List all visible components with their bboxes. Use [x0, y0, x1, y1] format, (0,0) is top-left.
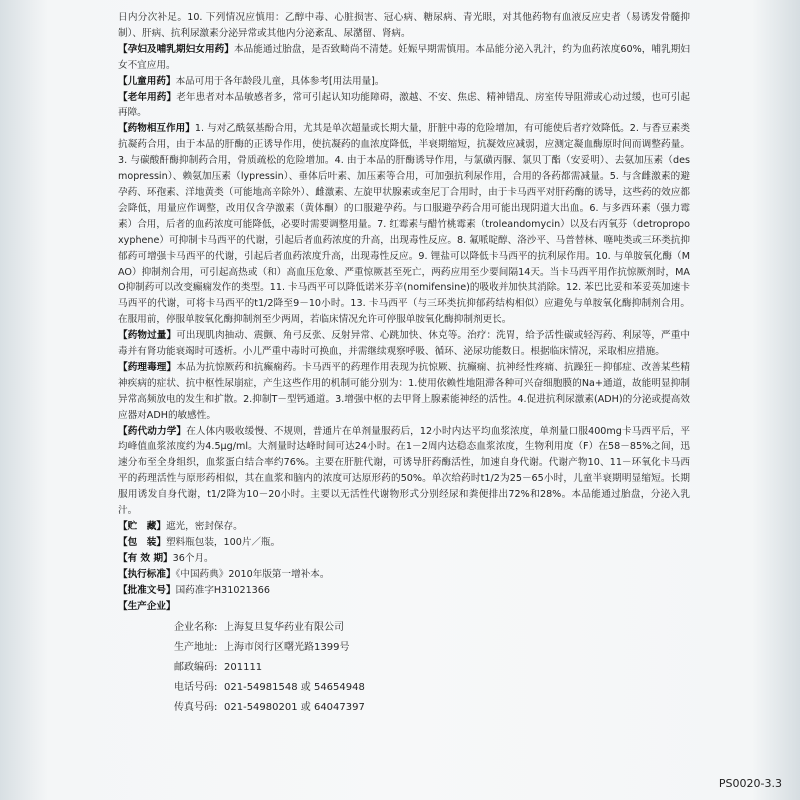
section-heading: 【药代动力学】: [118, 425, 187, 437]
section-text: 《中国药典》2010年版第一增补本。: [175, 568, 330, 580]
section-heading: 【孕妇及哺乳期妇女用药】: [118, 43, 234, 55]
section-heading: 【药理毒理】: [118, 361, 177, 373]
company-value: 021-54981548 或 54654948: [224, 682, 365, 694]
section-heading: 【包 装】: [118, 536, 166, 548]
section-paragraph: [118, 74, 690, 90]
company-label: 电话号码:: [174, 682, 218, 694]
company-label: 传真号码:: [174, 702, 218, 714]
company-row: [118, 658, 690, 678]
section-paragraph: [118, 583, 690, 599]
company-value: 021-54980201 或 64047397: [224, 702, 365, 714]
section-text: 本品可用于各年龄段儿童，具体参考[用法用量]。: [175, 75, 385, 87]
section-text: 日内分次补足。10. 下列情况应慎用：乙醇中毒、心脏损害、冠心病、糖尿病、青光眼，对其他药物有血液反应史者（易诱发骨髓抑制）、肝病、抗利尿激素分泌异常或其他内分泌紊乱、尿潴留、肾病。: [118, 12, 690, 39]
section-heading: 【批准文号】: [118, 584, 176, 596]
section-paragraph: [118, 10, 690, 42]
section-text: 遮光，密封保存。: [165, 521, 243, 532]
section-text: 塑料瓶包装，100片／瓶。: [165, 536, 281, 548]
section-text: 可出现肌肉抽动、震颤、角弓反张、反射异常、心跳加快、休克等。治疗：洗胃，给予活性碳或轻泻药、利尿等，严重中毒并有肾功能衰竭时可透析。小儿严重中毒时可换血，并需继续观察呼吸、循环、泌尿功能数日。根据临床情况，采取相应措施。: [118, 330, 691, 358]
section-paragraph: [118, 535, 690, 551]
section-paragraph: [118, 360, 690, 424]
section-paragraph: [118, 424, 690, 519]
section-text: 36个月。: [172, 552, 214, 564]
section-heading: 【药物相互作用】: [118, 123, 195, 135]
company-label: 生产地址:: [174, 642, 218, 654]
company-row: [118, 678, 690, 698]
section-heading: 【执行标准】: [118, 568, 176, 580]
section-heading: 【儿童用药】: [118, 75, 176, 87]
company-row: [118, 698, 690, 718]
company-value: 上海市闵行区曙光路1399号: [224, 642, 350, 654]
section-paragraph: [118, 121, 690, 328]
section-paragraph: [118, 90, 690, 122]
section-text: 老年患者对本品敏感者多，常可引起认知功能障碍，激越、不安、焦虑、精神错乱、房室传导阻滞或心动过缓，也可引起再障。: [118, 91, 691, 119]
company-label: 企业名称:: [174, 622, 218, 634]
section-heading: 【贮 藏】: [118, 521, 166, 532]
insert-content: [118, 10, 690, 718]
section-paragraph: [118, 551, 690, 567]
section-text: 1. 与对乙酰氨基酚合用，尤其是单次超量或长期大量，肝脏中毒的危险增加，有可能使后者疗效降低。2. 与香豆素类抗凝药合用，由于本品的肝酶的正诱导作用，使抗凝药的血浓度降低，半衰期缩短，抗凝效应减弱，应测定凝血酶原时间而调整药量。3. 与碳酸酐酶抑制药合用，骨质疏松的危险增加。4. 由于本品的肝酶诱导作用，与氯磺丙脲、氯贝丁酯（安妥明）、去氨加压素（desmopressin）、赖氨加压素（lypressin）、垂体后叶素、加压素等合用，可加强抗利尿作用，合用的各药都需减量。5. 与含雌激素的避孕药、环孢素、洋地黄类（可能地高辛除外）、雌激素、左旋甲状腺素或奎尼丁合用时，由于卡马西平对肝药酶的诱导，这些药的效应都会降低，用量应作调整，改用仅含孕激素（黄体酮）的口服避孕药。与口服避孕药合用可能出现阴道大出血。6. 与多西环素（强力霉素）合用，后者的血药浓度可能降低，必要时需要调整用量。7. 红霉素与醋竹桃霉素（troleandomycin）以及右丙氧芬（detropropoxyphene）可抑制卡马西平的代谢，引起后者血药浓度的升高，出现毒性反应。8. 氟哌啶醇、洛沙平、马普替林、噻吨类或三环类抗抑郁药可增强卡马西平的代谢，引起后者血药浓度升高，出现毒性反应。9. 锂盐可以降低卡马西平的抗利尿作用。10. 与单胺氧化酶（MAO）抑制剂合用，可引起高热或（和）高血压危象、严重惊厥甚至死亡，两药应用至少要间隔14天。当卡马西平用作抗惊厥剂时，MAO抑制药可以改变癫痫发作的类型。11. 卡马西平可以降低诺米芬辛(nomifensine)的吸收并加快其消除。12. 苯巴比妥和苯妥英加速卡马西平的代谢，可将卡马西平的t1/2降至9－10小时。13. 卡马西平（与三环类抗抑郁药结构相似）应避免与单胺氧化酶抑制剂合用。在服用前，停服单胺氧化酶抑制剂至少两周，若临床情况允许可停服单胺氧化酶抑制剂更长。: [118, 123, 691, 326]
section-text: 本品为抗惊厥药和抗癫痫药。卡马西平的药理作用表现为抗惊厥、抗癫痫、抗神经性疼痛、抗躁狂－抑郁症、改善某些精神疾病的症状、抗中枢性尿崩症，产生这些作用的机制可能分别为：1.使用依赖性地阻滞各种可兴奋细胞膜的Na+通道，故能明显抑制异常高频放电的发生和扩散。2.抑制T－型钙通道。3.增强中枢的去甲肾上腺素能神经的活性。4.促进抗利尿激素(ADH)的分泌或提高效应器对ADH的敏感性。: [118, 361, 691, 421]
section-text: 国药准字H31021366: [175, 584, 270, 596]
section-paragraph: [118, 42, 690, 74]
section-paragraph: [118, 519, 690, 535]
section-paragraph: [118, 599, 690, 615]
company-row: [118, 638, 690, 658]
section-paragraph: [118, 328, 690, 360]
company-value: 201111: [224, 662, 263, 674]
document-code: PS0020-3.3: [718, 777, 782, 790]
section-heading: 【有 效 期】: [118, 552, 173, 564]
company-value: 上海复旦复华药业有限公司: [224, 622, 344, 634]
company-row: [118, 618, 690, 638]
section-heading: 【药物过量】: [118, 330, 177, 342]
section-text: 在人体内吸收缓慢、不规则，普通片在单剂量服药后，12小时内达平均血浆浓度，单剂量口服400mg卡马西平后，平均峰值血浆浓度约为4.5μg/ml。大剂量时达峰时间可达24小时。在1－2周内达稳态血浆浓度，生物利用度（F）在58－85%之间，迅速分布至全身组织，血浆蛋白结合率约76%。主要在肝脏代谢，可诱导肝药酶活性，加速自身代谢。代谢产物10、11－环氧化卡马西平的药理活性与原形药相似，其在血浆和脑内的浓度可达原形药的50%。单次给药时t1/2为25－65小时，儿童半衰期明显缩短。长期服用诱发自身代谢，t1/2降为10－20小时。主要以无活性代谢物形式分别经尿和粪便排出72%和28%。本品能通过胎盘，分泌入乳汁。: [118, 425, 691, 517]
section-heading: 【老年用药】: [118, 91, 177, 103]
company-label: 邮政编码:: [174, 662, 218, 674]
section-text: 本品能通过胎盘，是否致畸尚不清楚。妊娠早期需慎用。本品能分泌入乳汁，约为血药浓度60%，哺乳期妇女不宜应用。: [118, 43, 691, 71]
section-paragraph: [118, 567, 690, 583]
company-info: [118, 618, 690, 718]
section-heading: 【生产企业】: [118, 600, 176, 612]
